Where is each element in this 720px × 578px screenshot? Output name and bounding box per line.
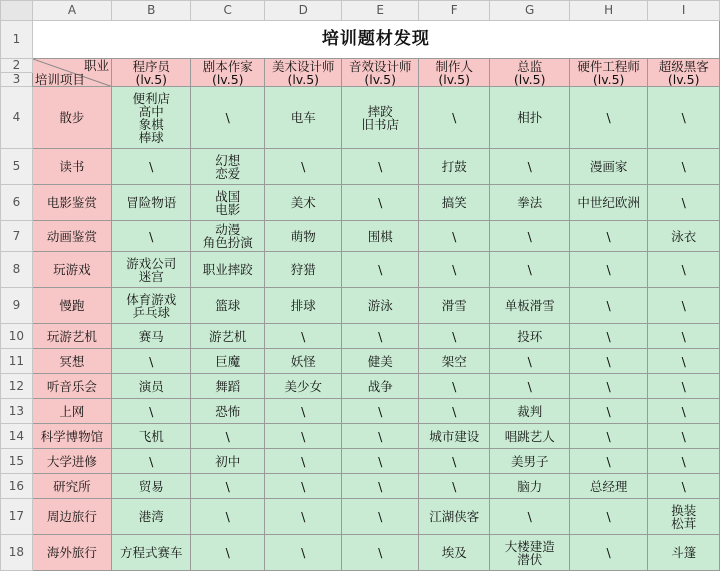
topic-cell[interactable]: 贸易 — [112, 474, 191, 499]
topic-cell[interactable]: \ — [418, 399, 490, 424]
topic-cell[interactable]: 美少女 — [265, 374, 342, 399]
topic-cell[interactable]: \ — [418, 449, 490, 474]
topic-cell[interactable]: 电车 — [265, 87, 342, 149]
topic-cell[interactable]: \ — [265, 324, 342, 349]
training-item-label[interactable]: 海外旅行 — [32, 535, 111, 571]
topic-cell[interactable]: 萌物 — [265, 221, 342, 252]
topic-cell[interactable]: \ — [265, 499, 342, 535]
row-header[interactable]: 11 — [1, 349, 33, 374]
topic-cell[interactable]: \ — [191, 474, 265, 499]
topic-cell[interactable]: \ — [418, 221, 490, 252]
training-item-label[interactable]: 周边旅行 — [32, 499, 111, 535]
job-header-cell[interactable] — [490, 59, 569, 87]
job-name: 程序员 — [132, 58, 171, 74]
topic-cell[interactable]: \ — [418, 324, 490, 349]
topic-cell[interactable]: 港湾 — [112, 499, 191, 535]
select-all-corner[interactable] — [1, 1, 33, 21]
topic-cell[interactable]: 飞机 — [112, 424, 191, 449]
topic-cell[interactable]: 幻想 恋爱 — [191, 149, 265, 185]
job-level: (lv.5) — [135, 71, 168, 87]
topic-cell[interactable]: \ — [648, 349, 720, 374]
row-header[interactable]: 16 — [1, 474, 33, 499]
topic-cell[interactable]: 江湖侠客 — [418, 499, 490, 535]
job-level: (lv.5) — [667, 71, 700, 87]
row-header[interactable]: 18 — [1, 535, 33, 571]
training-item-label[interactable]: 玩游戏 — [32, 252, 111, 288]
training-item-label[interactable]: 大学进修 — [32, 449, 111, 474]
training-item-label[interactable]: 研究所 — [32, 474, 111, 499]
row-header[interactable]: 13 — [1, 399, 33, 424]
topic-cell[interactable]: \ — [112, 221, 191, 252]
topic-cell[interactable]: 围棋 — [342, 221, 418, 252]
topic-cell[interactable]: \ — [648, 449, 720, 474]
row-header[interactable]: 7 — [1, 221, 33, 252]
row-header[interactable]: 5 — [1, 149, 33, 185]
topic-cell[interactable]: \ — [342, 499, 418, 535]
training-item-label[interactable]: 冥想 — [32, 349, 111, 374]
topic-cell[interactable]: \ — [569, 324, 647, 349]
topic-cell[interactable]: 漫画家 — [569, 149, 647, 185]
column-header-b[interactable]: B — [112, 1, 191, 21]
job-name: 总监 — [517, 58, 543, 74]
job-level: (lv.5) — [592, 71, 625, 87]
topic-cell[interactable]: 拳法 — [490, 185, 569, 221]
topic-cell[interactable]: \ — [191, 424, 265, 449]
topic-cell[interactable]: \ — [342, 149, 418, 185]
topic-cell[interactable]: 初中 — [191, 449, 265, 474]
job-name: 制作人 — [435, 58, 473, 74]
topic-cell[interactable]: 游艺机 — [191, 324, 265, 349]
topic-cell[interactable]: \ — [569, 288, 647, 324]
topic-cell[interactable]: \ — [648, 324, 720, 349]
corner-bottom-label: 培训项目 — [34, 72, 85, 87]
topic-cell[interactable]: \ — [569, 349, 647, 374]
topic-cell[interactable]: \ — [112, 399, 191, 424]
topic-cell[interactable]: 冒险物语 — [112, 185, 191, 221]
job-level: (lv.5) — [513, 71, 546, 87]
topic-cell[interactable]: 排球 — [265, 288, 342, 324]
training-item-label[interactable]: 上网 — [32, 399, 111, 424]
column-header-e[interactable]: E — [342, 1, 418, 21]
topic-cell[interactable]: \ — [112, 449, 191, 474]
header-corner-cell[interactable] — [32, 59, 111, 87]
topic-cell[interactable]: \ — [569, 87, 647, 149]
topic-cell[interactable]: \ — [418, 374, 490, 399]
job-header-cell[interactable] — [191, 59, 265, 87]
column-header-i[interactable]: I — [648, 1, 720, 21]
sheet-title[interactable]: 培训题材发现 — [32, 21, 719, 59]
topic-cell[interactable]: \ — [342, 185, 418, 221]
topic-cell[interactable]: 滑雪 — [418, 288, 490, 324]
row-header[interactable]: 6 — [1, 185, 33, 221]
topic-cell[interactable]: \ — [342, 474, 418, 499]
topic-cell[interactable]: \ — [342, 424, 418, 449]
topic-cell[interactable]: \ — [418, 252, 490, 288]
topic-cell[interactable]: 中世纪欧洲 — [569, 185, 647, 221]
topic-cell[interactable]: \ — [569, 499, 647, 535]
topic-cell[interactable]: \ — [648, 149, 720, 185]
topic-cell[interactable]: 职业摔跤 — [191, 252, 265, 288]
topic-cell[interactable]: 健美 — [342, 349, 418, 374]
column-header-g[interactable]: G — [490, 1, 569, 21]
training-item-label[interactable]: 玩游艺机 — [32, 324, 111, 349]
topic-cell[interactable]: \ — [191, 499, 265, 535]
topic-cell[interactable]: \ — [648, 474, 720, 499]
topic-cell[interactable]: 裁判 — [490, 399, 569, 424]
topic-cell[interactable]: \ — [648, 399, 720, 424]
row-header[interactable]: 9 — [1, 288, 33, 324]
column-header-a[interactable]: A — [32, 1, 111, 21]
topic-cell[interactable]: 城市建设 — [418, 424, 490, 449]
training-item-label[interactable]: 科学博物馆 — [32, 424, 111, 449]
topic-cell[interactable]: 恐怖 — [191, 399, 265, 424]
topic-cell[interactable]: \ — [265, 535, 342, 571]
topic-cell[interactable]: \ — [265, 399, 342, 424]
topic-cell[interactable]: 美术 — [265, 185, 342, 221]
topic-cell[interactable]: \ — [490, 374, 569, 399]
topic-cell[interactable]: \ — [342, 449, 418, 474]
row-header[interactable]: 3 — [1, 73, 33, 87]
job-level: (lv.5) — [364, 71, 396, 87]
topic-cell[interactable]: \ — [648, 424, 720, 449]
job-header-cell[interactable] — [265, 59, 342, 87]
topic-cell[interactable]: 舞蹈 — [191, 374, 265, 399]
topic-cell[interactable]: \ — [342, 535, 418, 571]
row-header[interactable]: 4 — [1, 87, 33, 149]
topic-cell[interactable]: 换装 松茸 — [648, 499, 720, 535]
job-name: 美术设计师 — [271, 58, 335, 74]
topic-cell[interactable]: \ — [265, 149, 342, 185]
training-item-label[interactable]: 听音乐会 — [32, 374, 111, 399]
job-level: (lv.5) — [438, 71, 471, 87]
job-header-cell[interactable] — [112, 59, 191, 87]
topic-cell[interactable]: 大楼建造 潜伏 — [490, 535, 569, 571]
topic-cell[interactable]: 总经理 — [569, 474, 647, 499]
job-header-cell[interactable] — [418, 59, 490, 87]
topic-cell[interactable]: 摔跤 旧书店 — [342, 87, 418, 149]
job-header-cell[interactable] — [569, 59, 647, 87]
topic-cell[interactable]: 战国 电影 — [191, 185, 265, 221]
topic-cell[interactable]: \ — [112, 149, 191, 185]
topic-cell[interactable]: \ — [191, 535, 265, 571]
topic-cell[interactable]: \ — [648, 252, 720, 288]
topic-cell[interactable]: 方程式赛车 — [112, 535, 191, 571]
training-item-label[interactable]: 电影鉴赏 — [32, 185, 111, 221]
topic-cell[interactable]: \ — [490, 149, 569, 185]
topic-cell[interactable]: 篮球 — [191, 288, 265, 324]
job-name: 超级黑客 — [658, 58, 709, 74]
column-header-h[interactable]: H — [569, 1, 647, 21]
row-header[interactable]: 12 — [1, 374, 33, 399]
topic-cell[interactable]: 赛马 — [112, 324, 191, 349]
topic-cell[interactable]: \ — [112, 349, 191, 374]
topic-cell[interactable]: 动漫 角色扮演 — [191, 221, 265, 252]
topic-cell[interactable]: 相扑 — [490, 87, 569, 149]
topic-cell[interactable]: 投环 — [490, 324, 569, 349]
topic-cell[interactable]: 战争 — [342, 374, 418, 399]
row-header[interactable]: 1 — [1, 21, 33, 59]
topic-cell[interactable]: \ — [490, 252, 569, 288]
topic-cell[interactable]: 架空 — [418, 349, 490, 374]
row-header[interactable]: 2 — [1, 59, 33, 73]
job-level: (lv.5) — [287, 71, 320, 87]
column-header-f[interactable]: F — [418, 1, 490, 21]
topic-cell[interactable]: \ — [265, 424, 342, 449]
corner-top-label: 职业 — [84, 58, 110, 73]
topic-cell[interactable]: \ — [490, 221, 569, 252]
job-level: (lv.5) — [211, 71, 244, 87]
topic-cell[interactable]: \ — [265, 474, 342, 499]
training-item-label[interactable]: 慢跑 — [32, 288, 111, 324]
topic-cell[interactable]: 演员 — [112, 374, 191, 399]
topic-cell[interactable]: \ — [569, 535, 647, 571]
topic-cell[interactable]: 游戏公司 迷宫 — [112, 252, 191, 288]
topic-cell[interactable]: 搞笑 — [418, 185, 490, 221]
topic-cell[interactable]: \ — [648, 87, 720, 149]
topic-cell[interactable]: \ — [569, 374, 647, 399]
topic-cell[interactable]: 唱跳艺人 — [490, 424, 569, 449]
job-header-cell[interactable] — [648, 59, 720, 87]
topic-cell[interactable]: 游泳 — [342, 288, 418, 324]
topic-cell[interactable]: \ — [648, 288, 720, 324]
topic-cell[interactable]: \ — [342, 252, 418, 288]
topic-cell[interactable]: 体育游戏 乒乓球 — [112, 288, 191, 324]
topic-cell[interactable]: \ — [490, 499, 569, 535]
topic-cell[interactable]: \ — [648, 185, 720, 221]
topic-cell[interactable]: 埃及 — [418, 535, 490, 571]
topic-cell[interactable]: 泳衣 — [648, 221, 720, 252]
topic-cell[interactable]: 便利店 高中 象棋 棒球 — [112, 87, 191, 149]
topic-cell[interactable]: 巨魔 — [191, 349, 265, 374]
training-item-label[interactable]: 动画鉴赏 — [32, 221, 111, 252]
topic-cell[interactable]: 脑力 — [490, 474, 569, 499]
topic-cell[interactable]: \ — [191, 87, 265, 149]
job-name: 剧本作家 — [202, 58, 253, 74]
training-item-label[interactable]: 读书 — [32, 149, 111, 185]
topic-cell[interactable]: \ — [569, 424, 647, 449]
topic-cell[interactable]: 斗篷 — [648, 535, 720, 571]
topic-cell[interactable]: \ — [490, 349, 569, 374]
topic-cell[interactable]: 单板滑雪 — [490, 288, 569, 324]
topic-cell[interactable]: \ — [569, 449, 647, 474]
column-header-c[interactable]: C — [191, 1, 265, 21]
topic-cell[interactable]: \ — [569, 252, 647, 288]
job-name: 音效设计师 — [348, 58, 412, 74]
topic-cell[interactable]: 妖怪 — [265, 349, 342, 374]
column-header-d[interactable]: D — [265, 1, 342, 21]
row-header[interactable]: 8 — [1, 252, 33, 288]
topic-cell[interactable]: \ — [342, 399, 418, 424]
row-header[interactable]: 14 — [1, 424, 33, 449]
topic-cell[interactable]: \ — [569, 399, 647, 424]
topic-cell[interactable]: \ — [265, 449, 342, 474]
training-item-label[interactable]: 散步 — [32, 87, 111, 149]
topic-cell[interactable]: \ — [418, 87, 490, 149]
topic-cell[interactable]: \ — [418, 474, 490, 499]
job-name: 硬件工程师 — [577, 58, 640, 74]
topic-cell[interactable]: 打鼓 — [418, 149, 490, 185]
topic-cell[interactable]: \ — [648, 374, 720, 399]
topic-cell[interactable]: \ — [342, 324, 418, 349]
row-header[interactable]: 17 — [1, 499, 33, 535]
job-header-cell[interactable] — [342, 59, 418, 87]
topic-cell[interactable]: 狩猎 — [265, 252, 342, 288]
topic-cell[interactable]: \ — [569, 221, 647, 252]
topic-cell[interactable]: 美男子 — [490, 449, 569, 474]
row-header[interactable]: 10 — [1, 324, 33, 349]
row-header[interactable]: 15 — [1, 449, 33, 474]
